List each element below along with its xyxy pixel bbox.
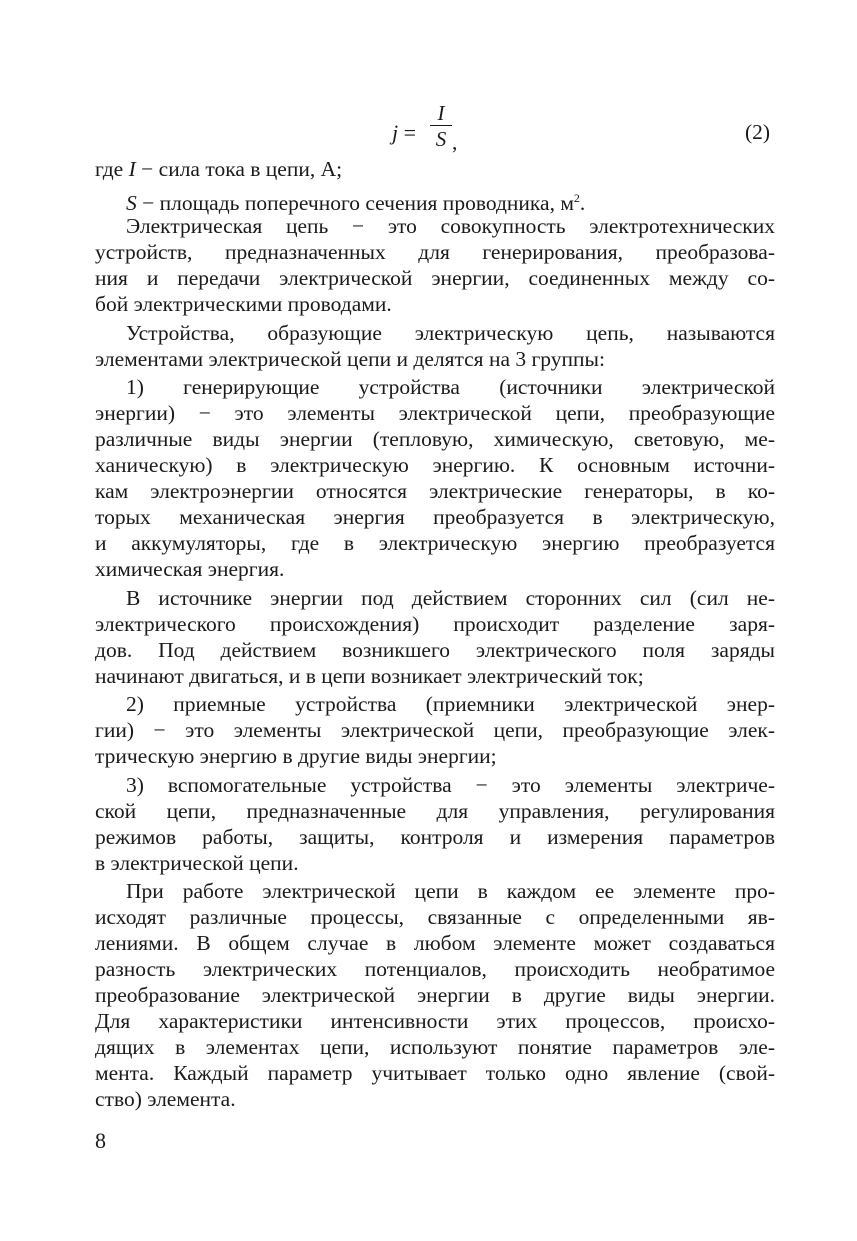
text-line: S − площадь поперечного сечения проводника, $м^2$. — [126, 190, 586, 215]
text-line: трическую энергию в другие виды энергии; — [95, 744, 497, 768]
text-line: и аккумуляторы, где в электрическую энергию преобразуется — [95, 531, 775, 555]
text-line: дов. Под действием возникшего электрического поля заряды — [95, 637, 775, 662]
text-line: где I − сила тока в цепи, А; — [95, 157, 343, 181]
text-line: электрического происхождения) происходит разделение заря- — [95, 611, 775, 636]
text-line: преобразование электрической энергии в другие виды энергии. — [95, 983, 775, 1007]
text-line: режимов работы, защиты, контроля и измерения параметров — [95, 824, 775, 849]
text-line: При работе электрической цепи в каждом ее элементе про- — [126, 879, 775, 903]
text-line: химическая энергия. — [95, 557, 285, 581]
text-line: В источнике энергии под действием сторонних сил (сил не- — [126, 585, 775, 610]
fraction-bar — [430, 125, 452, 126]
text-line: ния и передачи электрической энергии, соединенных между со- — [95, 266, 775, 290]
text-line: 3) вспомогательные устройства − это элементы электриче- — [126, 772, 775, 797]
paragraph — [95, 156, 775, 182]
text-line: бой электрическими проводами. — [95, 292, 392, 316]
text-line: торых механическая энергия преобразуется в электрическую, — [95, 505, 775, 529]
text-line: 1) генерирующие устройства (источники электрической — [126, 375, 775, 399]
text-line: Устройства, образующие электрическую цепь, называются — [126, 320, 775, 345]
text-line: начинают двигаться, и в цепи возникает электрический ток; — [95, 663, 644, 688]
paragraph — [95, 213, 775, 317]
text-line: ство) элемента. — [95, 1087, 236, 1111]
page-number: 8 — [95, 1128, 106, 1153]
paragraph — [95, 691, 775, 769]
formula-comma: , — [452, 130, 458, 154]
text-line: лениями. В общем случае в любом элементе может создаваться — [95, 931, 775, 955]
paragraph — [95, 320, 775, 372]
text-line: исходят различные процессы, связанные с определенными яв- — [95, 905, 775, 929]
formula-current-density — [0, 100, 857, 160]
formula-denominator: S — [435, 127, 447, 151]
text-line: энергии) − это элементы электрической цепи, преобразующие — [95, 401, 775, 425]
body-text — [95, 156, 775, 1115]
text-line: ской цепи, предназначенные для управления, регулирования — [95, 798, 775, 823]
text-line: устройств, предназначенных для генерирования, преобразова- — [95, 240, 775, 264]
paragraph — [95, 185, 775, 215]
text-line: 2) приемные устройства (приемники электрической энер- — [126, 692, 775, 716]
paragraph — [95, 585, 775, 689]
text-line: разность электрических потенциалов, происходить необратимое — [95, 957, 775, 981]
text-line: в электрической цепи. — [95, 850, 299, 875]
paragraph — [95, 772, 775, 876]
text-line: ханическую) в электрическую энергию. К основным источни- — [95, 453, 775, 477]
text-line: мента. Каждый параметр учитывает только одно явление (свой- — [95, 1061, 775, 1085]
text-line: Для характеристики интенсивности этих процессов, происхо- — [95, 1009, 775, 1033]
text-line: Электрическая цепь − это совокупность электротехнических — [126, 214, 775, 238]
text-line: дящих в элементах цепи, используют понятие параметров эле- — [95, 1035, 775, 1059]
formula-fraction — [430, 102, 452, 151]
paragraph — [95, 878, 775, 1112]
formula-lhs: j = — [392, 120, 417, 145]
text-line: различные виды энергии (тепловую, химическую, световую, ме- — [95, 427, 775, 451]
formula-numerator: I — [437, 101, 445, 125]
formula-number: (2) — [745, 120, 771, 144]
text-line: кам электроэнергии относятся электрические генераторы, в ко- — [95, 479, 775, 503]
paragraph — [95, 374, 775, 582]
text-line: гии) − это элементы электрической цепи, преобразующие элек- — [95, 718, 775, 742]
text-line: элементами электрической цепи и делятся на 3 группы: — [95, 346, 605, 371]
